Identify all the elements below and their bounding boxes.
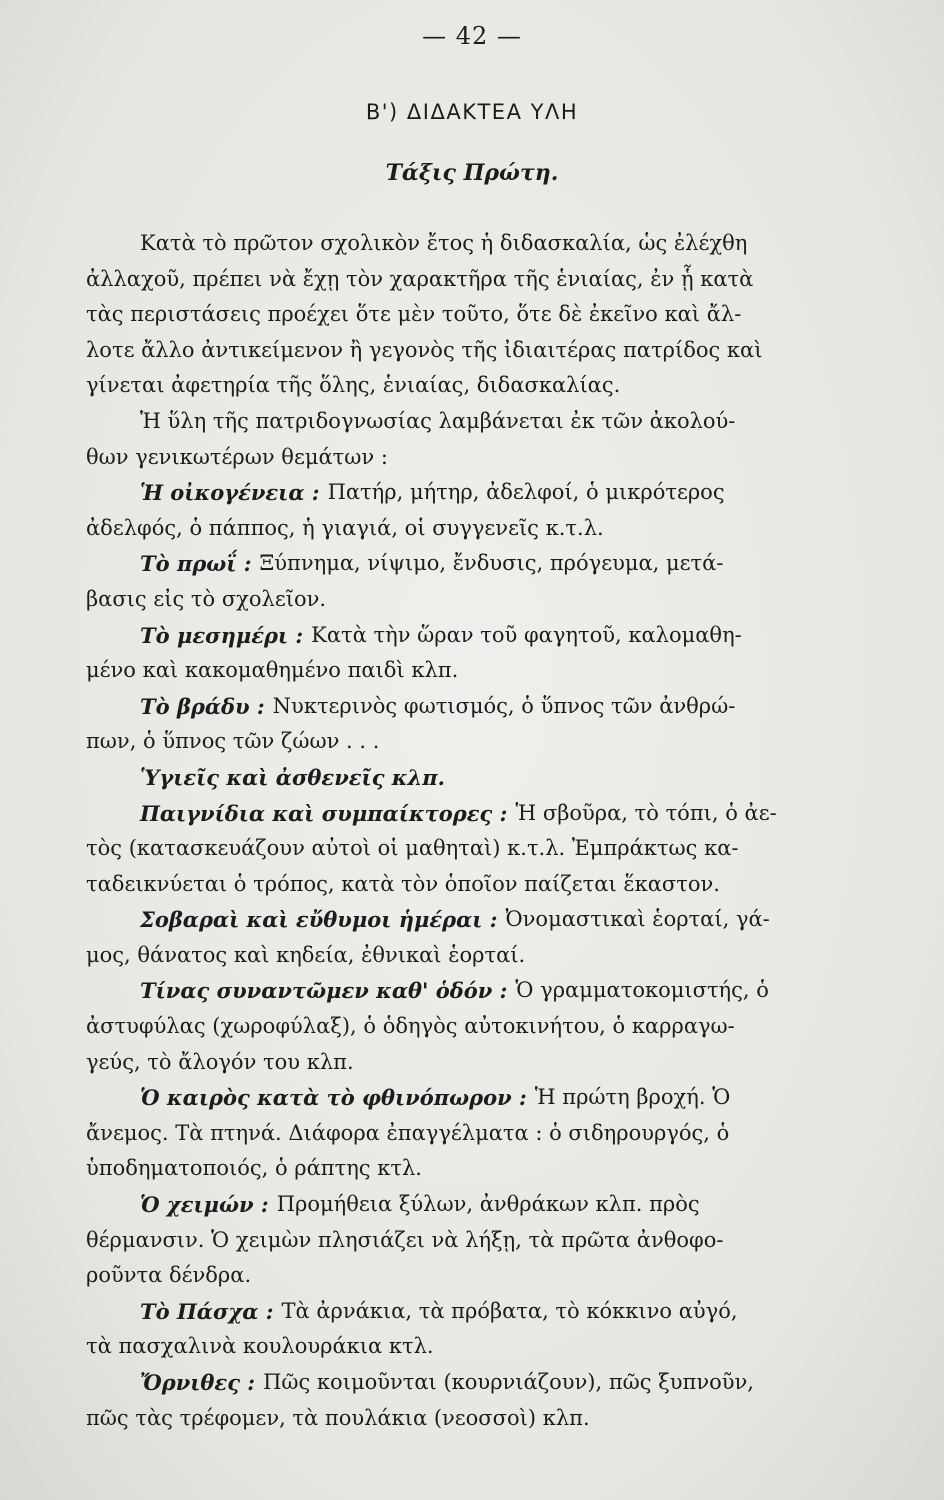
topic-text: Πατήρ, μήτηρ, ἀδελφοί, ὁ μικρότερος — [327, 480, 725, 505]
line-text: ὑποδηματοποιός, ὁ ράπτης κτλ. — [86, 1156, 422, 1181]
topic-text: Τὰ ἀρνάκια, τὰ πρόβατα, τὸ κόκκινο αὐγό, — [281, 1298, 738, 1323]
class-title: Τάξις Πρώτη. — [385, 160, 559, 186]
topic-text: Πῶς κοιμοῦνται (κουρνιάζουν), πῶς ξυπνοῦν, — [263, 1370, 754, 1394]
line-text: Ἡ ὕλη τῆς πατριδογνωσίας λαμβάνεται ἐκ τῶν ἀκολού- — [140, 408, 736, 433]
text-line — [86, 404, 858, 440]
line-text: ἀστυφύλας (χωροφύλαξ), ὁ ὁδηγὸς αὐτοκινήτου, ὁ καρραγω- — [86, 1014, 735, 1039]
line-text: ροῦντα δένδρα. — [86, 1263, 252, 1288]
topic-text: Ὁ γραμματοκομιστής, ὁ — [515, 978, 769, 1003]
topic-noon — [86, 618, 858, 654]
text-line — [86, 511, 858, 547]
topic-winter — [86, 1187, 858, 1223]
text-line — [86, 1223, 858, 1259]
text-line — [86, 1329, 858, 1365]
line-text: πῶς τὰς τρέφομεν, τὰ πουλάκια (νεοσσοὶ) κλπ. — [86, 1405, 590, 1430]
topic-title: Ἡ οἰκογένεια : — [140, 480, 320, 506]
text-line — [86, 226, 858, 262]
line-text: ἀλλαχοῦ, πρέπει νὰ ἔχῃ τὸν χαρακτῆρα τῆς ἑνιαίας, ἐν ᾗ κατὰ — [86, 266, 754, 291]
text-line — [86, 1151, 858, 1187]
text-line — [86, 1045, 858, 1081]
text-line — [86, 867, 858, 903]
topic-text: Κατὰ τὴν ὥραν τοῦ φαγητοῦ, καλομαθη- — [311, 622, 742, 647]
line-text: Κατὰ τὸ πρῶτον σχολικὸν ἔτος ἡ διδασκαλία, ὡς ἐλέχθη — [140, 231, 748, 255]
topic-title: Τὸ Πάσχα : — [140, 1298, 274, 1324]
line-text: ἀδελφός, ὁ πάππος, ἡ γιαγιά, οἱ συγγενεῖς κ.τ.λ. — [86, 515, 604, 540]
topic-street — [86, 973, 858, 1009]
topic-title: Παιγνίδια καὶ συμπαίκτορες : — [140, 800, 508, 826]
text-line — [86, 831, 858, 867]
line-text: τὸς (κατασκευάζουν αὐτοὶ οἱ μαθηταὶ) κ.τ.λ. Ἐμπράκτως κα- — [86, 836, 739, 861]
topic-title: Ὑγιεῖς καὶ ἀσθενεῖς κλπ. — [140, 764, 445, 790]
line-text: τὰς περιστάσεις προέχει ὅτε μὲν τοῦτο, ὅτε δὲ ἐκεῖνο καὶ ἄλ- — [86, 302, 742, 327]
topic-health — [86, 760, 858, 796]
topic-title: Τὸ πρωΐ : — [140, 551, 252, 577]
text-line — [86, 1401, 858, 1437]
line-text: γίνεται ἀφετηρία τῆς ὅλης, ἑνιαίας, διδασκαλίας. — [86, 373, 621, 398]
topic-title: Τὸ βράδυ : — [140, 693, 265, 719]
topic-games — [86, 796, 858, 832]
page-number: — 42 — — [422, 22, 522, 50]
topic-title: Τὸ μεσημέρι : — [140, 622, 304, 648]
text-line — [86, 333, 858, 369]
line-text: ταδεικνύεται ὁ τρόπος, κατὰ τὸν ὁποῖον παίζεται ἕκαστον. — [86, 871, 720, 896]
line-text: θέρμανσιν. Ὁ χειμὼν πλησιάζει νὰ λήξῃ, τὰ πρῶτα ἀνθοφο- — [86, 1227, 724, 1252]
line-text: τὰ πασχαλινὰ κουλουράκια κτλ. — [86, 1334, 434, 1359]
topic-text: Ἡ σβοῦρα, τὸ τόπι, ὁ ἀε- — [515, 800, 777, 825]
line-text: μος, θάνατος καὶ κηδεία, ἐθνικαὶ ἑορταί. — [86, 942, 526, 967]
text-line — [86, 1258, 858, 1294]
line-text: ἄνεμος. Τὰ πτηνά. Διάφορα ἐπαγγέλματα : ὁ σιδηρουργός, ὁ — [86, 1120, 730, 1145]
topic-autumn — [86, 1080, 858, 1116]
text-line — [86, 1116, 858, 1152]
topic-easter — [86, 1294, 858, 1330]
line-text: πων, ὁ ὕπνος τῶν ζώων . . . — [86, 729, 380, 754]
text-line — [86, 368, 858, 404]
topic-title: Ὄρνιθες : — [140, 1370, 256, 1395]
topic-text: Ξύπνημα, νίψιμο, ἔνδυσις, πρόγευμα, μετά- — [259, 551, 724, 576]
line-text: βασις εἰς τὸ σχολεῖον. — [86, 586, 327, 611]
topic-title: Σοβαραὶ καὶ εὔθυμοι ἡμέραι : — [140, 907, 498, 933]
topic-birds — [86, 1365, 858, 1401]
topic-title: Ὁ καιρὸς κατὰ τὸ φθινόπωρον : — [140, 1085, 527, 1111]
text-line — [86, 582, 858, 618]
topic-evening — [86, 689, 858, 725]
topic-text: Ὀνομαστικαὶ ἑορταί, γά- — [505, 907, 770, 932]
topic-title: Τίνας συναντῶμεν καθ' ὁδόν : — [140, 978, 508, 1004]
text-line — [86, 724, 858, 760]
line-text: λοτε ἄλλο ἀντικείμενον ἢ γεγονὸς τῆς ἰδιαιτέρας πατρίδος καὶ — [86, 337, 763, 362]
topic-morning — [86, 546, 858, 582]
text-line — [86, 938, 858, 974]
topic-title: Ὁ χειμών : — [140, 1192, 269, 1218]
text-line — [86, 653, 858, 689]
text-line — [86, 440, 858, 476]
text-line — [86, 1009, 858, 1045]
line-text: γεύς, τὸ ἄλογόν του κλπ. — [86, 1049, 354, 1074]
topic-text: Ἡ πρώτη βροχή. Ὁ — [534, 1085, 731, 1110]
text-line — [86, 297, 858, 333]
topic-family — [86, 475, 858, 511]
line-text: μένο καὶ κακομαθημένο παιδὶ κλπ. — [86, 658, 459, 683]
topic-text: Νυκτερινὸς φωτισμός, ὁ ὕπνος τῶν ἀνθρώ- — [272, 693, 736, 718]
topic-days — [86, 902, 858, 938]
section-title: Β') ΔΙΔΑΚΤΕΑ ΥΛΗ — [365, 100, 579, 124]
text-line — [86, 262, 858, 298]
topic-text: Προμήθεια ξύλων, ἀνθράκων κλπ. πρὸς — [276, 1192, 700, 1217]
page-body — [86, 226, 858, 1436]
line-text: θων γενικωτέρων θεμάτων : — [86, 444, 388, 469]
